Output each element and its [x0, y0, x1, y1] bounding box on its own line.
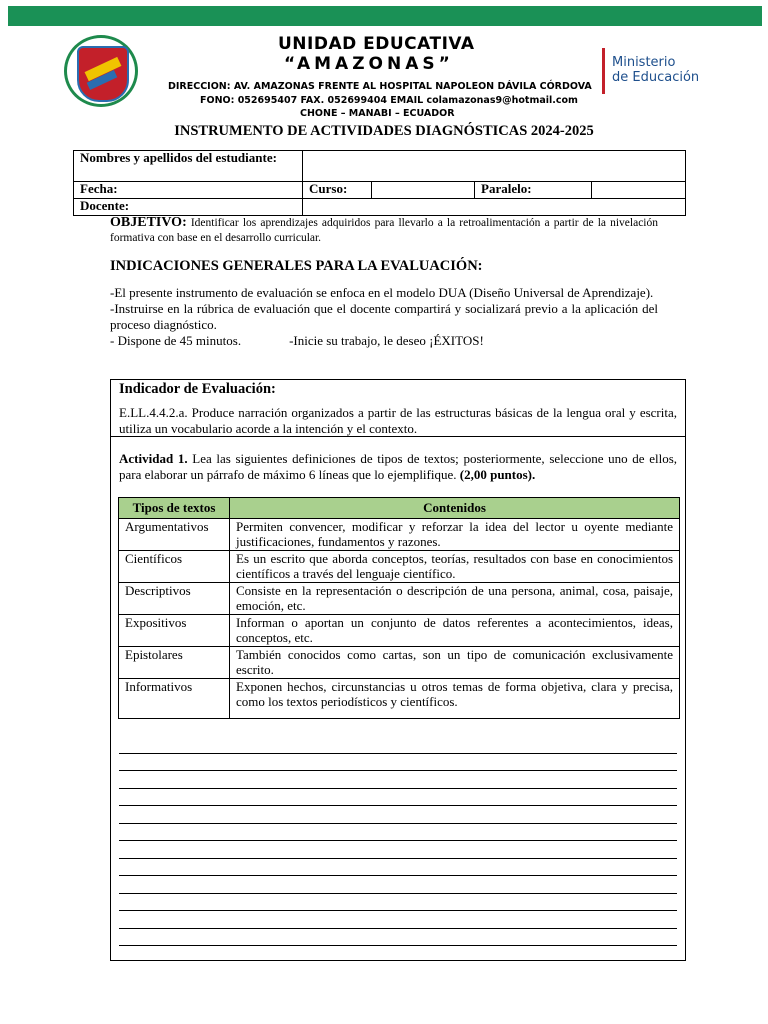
- table-row: Expositivos Informan o aportan un conjunto de datos referentes a acontecimientos, ideas, conceptos, etc.: [119, 615, 680, 647]
- answer-line[interactable]: [119, 806, 677, 824]
- answer-line[interactable]: [119, 754, 677, 772]
- instruction-item: -El presente instrumento de evaluación se enfoca en el modelo DUA (Diseño Universal de Aprendizaje).: [110, 285, 654, 300]
- table-row: Científicos Es un escrito que aborda conceptos, teorías, resultados con base en conocimientos científicos a través del lenguaje científico.: [119, 551, 680, 583]
- table-row: Descriptivos Consiste en la representación o descripción de una persona, animal, cosa, paisaje, emoción, etc.: [119, 583, 680, 615]
- instruction-item: -Instruirse en la rúbrica de evaluación que el docente compartirá y socializará previo a la aplicación del proceso diagnóstico.: [110, 301, 658, 332]
- school-name: “AMAZONAS”: [284, 54, 454, 74]
- ministry-logo: Ministerio de Educación: [612, 55, 700, 85]
- docente-field[interactable]: [303, 199, 686, 216]
- logo-shield-icon: [77, 46, 129, 102]
- table-row: Epistolares También conocidos como cartas, son un tipo de comunicación exclusivamente escrito.: [119, 647, 680, 679]
- school-address: DIRECCION: AV. AMAZONAS FRENTE AL HOSPITAL NAPOLEON DÁVILA CÓRDOVA: [168, 81, 592, 92]
- answer-line[interactable]: [119, 824, 677, 842]
- instructions-title: INDICACIONES GENERALES PARA LA EVALUACIÓN:: [110, 258, 483, 274]
- table-row: Argumentativos Permiten convencer, modificar y reforzar la idea del lector u oyente mediante justificaciones, fundamentos y razones.: [119, 519, 680, 551]
- box-divider: [111, 436, 685, 437]
- answer-line[interactable]: [119, 894, 677, 912]
- document-title: INSTRUMENTO DE ACTIVIDADES DIAGNÓSTICAS 2024-2025: [174, 123, 594, 139]
- header-types: Tipos de textos: [119, 498, 230, 519]
- fecha-label: Fecha:: [74, 182, 303, 199]
- school-logo: [64, 35, 138, 107]
- school-location: CHONE – MANABI – ECUADOR: [300, 108, 455, 119]
- answer-line[interactable]: [119, 859, 677, 877]
- school-phone: FONO: 052695407 FAX. 052699404 EMAIL colamazonas9@hotmail.com: [200, 95, 578, 106]
- objective-text: Identificar los aprendizajes adquiridos para llevarlo a la retroalimentación a partir de la nivelación formativa con base en el desarrollo curricular.: [110, 217, 658, 244]
- objective: [110, 215, 658, 246]
- text-types-table: [118, 497, 680, 719]
- activity-box: [110, 379, 686, 961]
- docente-label: Docente:: [74, 199, 303, 216]
- objective-label: OBJETIVO:: [110, 215, 187, 230]
- top-color-bar: [8, 6, 762, 26]
- indicator-text: E.LL.4.4.2.a. Produce narración organizados a partir de las estructuras básicas de la lengua oral y escrita, utiliza un vocabulario acorde a la intención y el contexto.: [119, 405, 677, 436]
- name-field[interactable]: [303, 151, 686, 182]
- curso-field[interactable]: [372, 182, 475, 199]
- answer-line[interactable]: [119, 736, 677, 754]
- name-label: Nombres y apellidos del estudiante:: [74, 151, 303, 182]
- school-title: UNIDAD EDUCATIVA: [278, 34, 475, 54]
- instruction-item: - Dispone de 45 minutos. -Inicie su trabajo, le deseo ¡ÉXITOS!: [110, 333, 484, 348]
- ministry-divider: [602, 48, 605, 94]
- activity-text: Actividad 1. Lea las siguientes definiciones de tipos de textos; posteriormente, seleccione uno de ellos, para elaborar un párrafo de máximo 6 líneas que lo ejemplifique. (2,00 puntos).: [119, 451, 678, 482]
- table-row: Informativos Exponen hechos, circunstancias u otros temas de forma objetiva, clara y precisa, como los textos periodísticos y científicos.: [119, 679, 680, 719]
- answer-line[interactable]: [119, 911, 677, 929]
- indicator-title: Indicador de Evaluación:: [119, 381, 276, 397]
- header-contents: Contenidos: [230, 498, 680, 519]
- answer-line[interactable]: [119, 789, 677, 807]
- instructions: [110, 285, 658, 349]
- paralelo-label: Paralelo:: [475, 182, 592, 199]
- answer-line[interactable]: [119, 841, 677, 859]
- answer-line[interactable]: [119, 929, 677, 947]
- answer-line[interactable]: [119, 876, 677, 894]
- student-info-table: [73, 150, 686, 216]
- paralelo-field[interactable]: [592, 182, 686, 199]
- answer-lines[interactable]: [119, 736, 677, 946]
- curso-label: Curso:: [303, 182, 372, 199]
- answer-line[interactable]: [119, 771, 677, 789]
